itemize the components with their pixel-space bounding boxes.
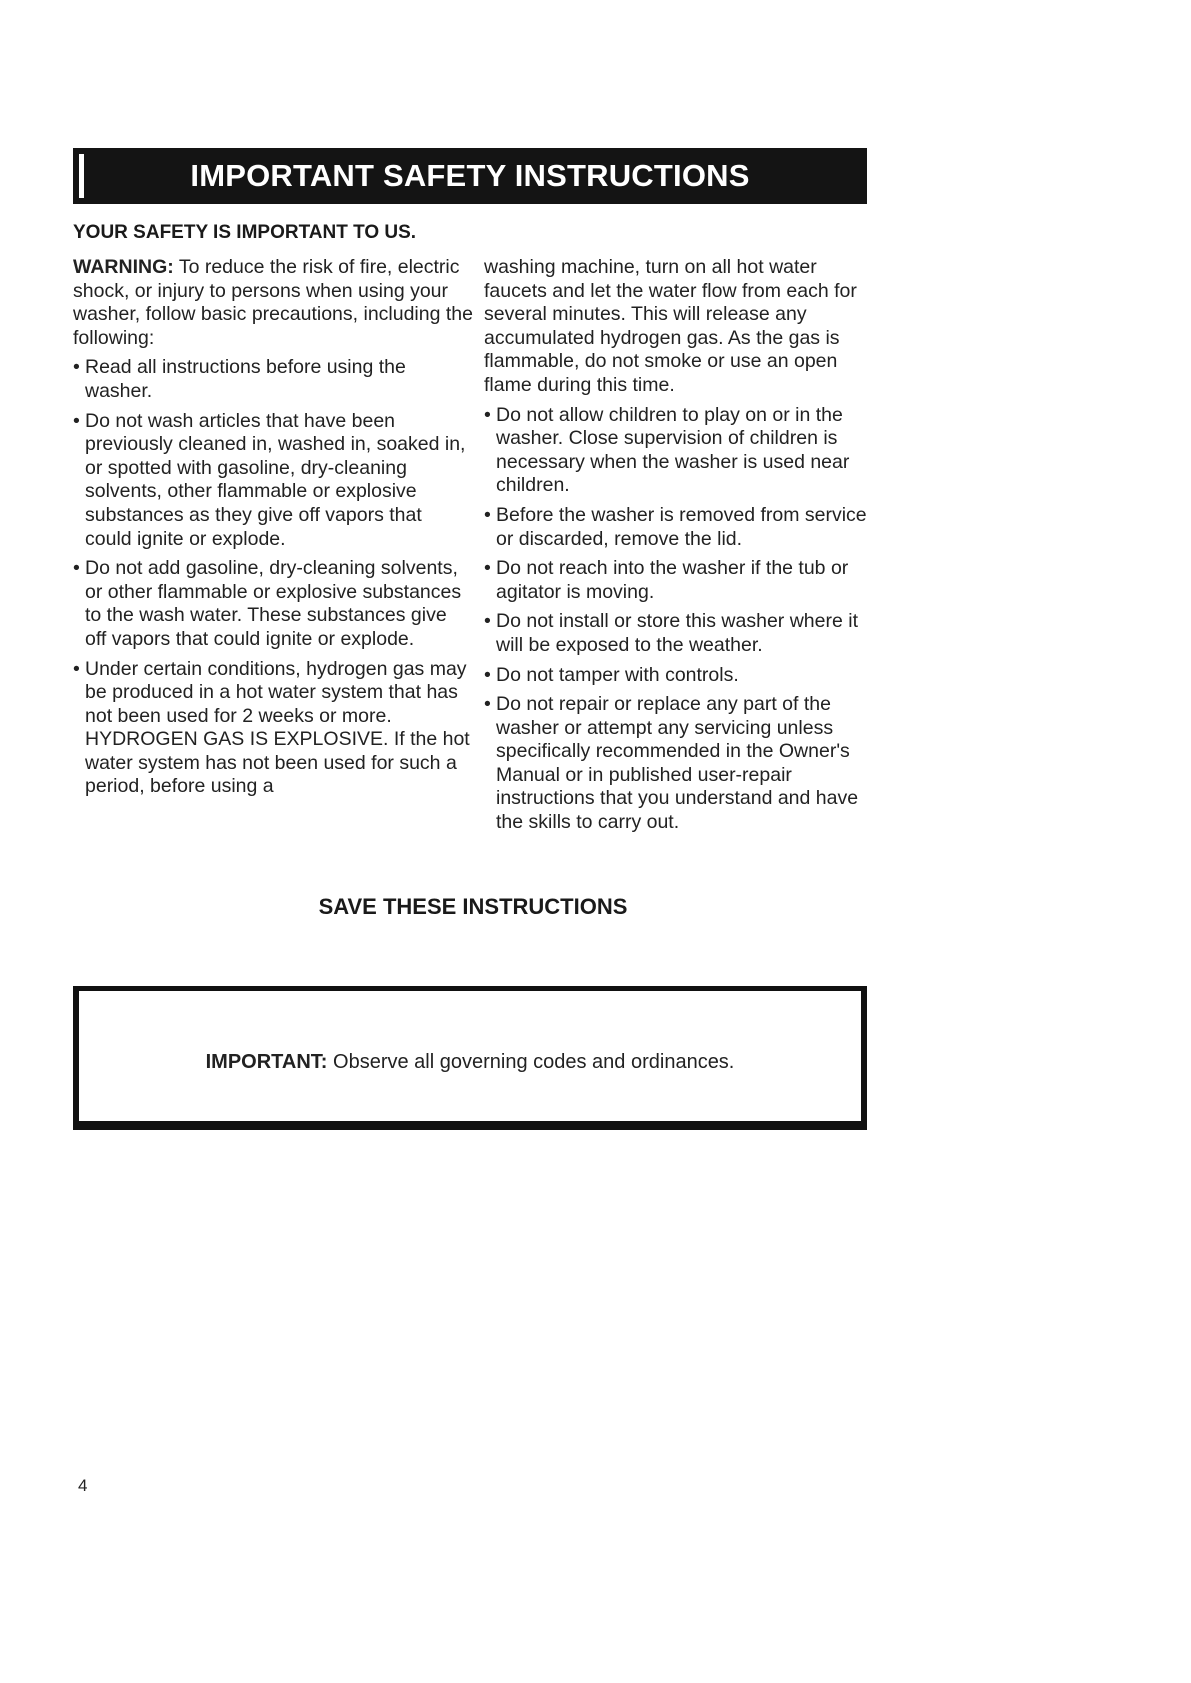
left-column [73,256,473,805]
list-item-text: Read all instructions before using the washer. [85,356,406,402]
list-item [484,404,884,498]
page-title: IMPORTANT SAFETY INSTRUCTIONS [190,158,750,193]
list-item-text: Do not repair or replace any part of the washer or attempt any servicing unless specifically recommended in the Owner's Manual or in published user-repair instructions that you understand and have the skills to carry out. [496,693,859,834]
list-item-text: Do not install or store this washer where it will be exposed to the weather. [496,610,858,656]
save-instructions-heading: SAVE THESE INSTRUCTIONS [318,894,628,919]
warning-label: WARNING: [73,256,174,278]
safety-heading: YOUR SAFETY IS IMPORTANT TO US. [73,222,417,243]
page-number: 4 [78,1476,88,1495]
important-notice [79,1051,861,1074]
bullet-glyph: • [484,693,491,716]
list-item-text: Do not add gasoline, dry-cleaning solvents, or other flammable or explosive substances to the wash water. These substances give off vapors that could ignite or explode. [85,557,462,650]
list-item [484,504,884,551]
important-notice-box [73,986,867,1130]
bullet-glyph: • [484,403,491,426]
list-item [484,610,884,657]
important-label: IMPORTANT: [205,1051,328,1073]
warning-text: To reduce the risk of fire, electric shock, or injury to persons when using your washer, follow basic precautions, including the following: [73,256,473,349]
bullet-glyph: • [73,409,80,432]
list-item [73,557,473,651]
list-item-text: Under certain conditions, hydrogen gas may be produced in a hot water system that has not been used for 2 weeks or more. HYDROGEN GAS IS EXPLOSIVE. If the hot water system has not been used for such a period, before using a [85,657,470,798]
bullet-glyph: • [484,610,491,633]
bullet-glyph: • [73,356,80,379]
bullet-glyph: • [484,557,491,580]
list-item [73,658,473,800]
list-item-text: Do not wash articles that have been previously cleaned in, washed in, soaked in, or spotted with gasoline, dry-cleaning solvents, other flammable or explosive substances as they give off vapors that could ignite or explode. [85,409,466,550]
right-column [484,256,884,841]
list-item [73,356,473,403]
bullet-glyph: • [484,503,491,526]
list-item-text: Before the washer is removed from service or discarded, remove the lid. [496,503,867,550]
warning-paragraph [73,256,473,350]
section-header-bar [73,148,867,204]
continued-paragraph: washing machine, turn on all hot water faucets and let the water flow from each for several minutes. This will release any accumulated hydrogen gas. As the gas is flammable, do not smoke or use an open flame during this time. [484,256,857,396]
list-item [484,693,884,835]
important-notice-text: Observe all governing codes and ordinances. [327,1051,735,1073]
bullet-glyph: • [484,663,491,686]
list-item-text: Do not tamper with controls. [496,663,739,686]
list-item-text: Do not allow children to play on or in the washer. Close supervision of children is necessary when the washer is used near children. [496,403,850,497]
list-item [484,557,884,604]
list-item [484,664,884,688]
bullet-glyph: • [73,657,80,680]
bullet-glyph: • [73,557,80,580]
list-item-text: Do not reach into the washer if the tub or agitator is moving. [496,557,849,603]
list-item [73,410,473,552]
